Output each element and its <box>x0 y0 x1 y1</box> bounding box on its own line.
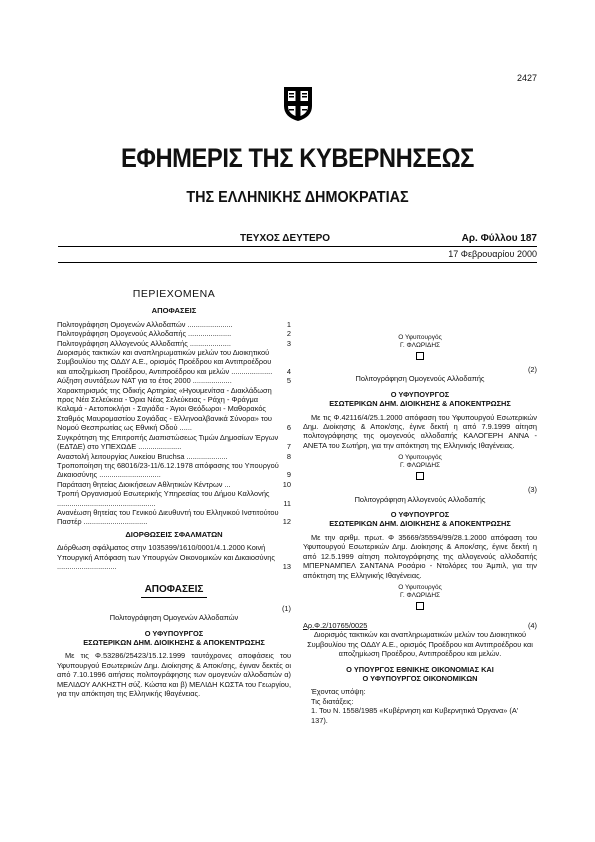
toc-item[interactable]: Αύξηση συντάξεων ΝΑΤ για το έτος 2000 ................... 5 <box>57 376 291 386</box>
gazette-subtitle: ΤΗΣ ΕΛΛΗΝΙΚΗΣ ΔΗΜΟΚΡΑΤΙΑΣ <box>186 189 409 206</box>
decision-number: (3) <box>527 485 537 495</box>
decision-body: Με τις Φ.53286/25423/15.12.1999 ταυτόχρονες αποφάσεις του Υφυπουργού Εσωτερικών Δημ. Διοίκησης & Αποκ/σης, έγιναν δεκτές οι από 7.10.1996 αιτήσεις πολιτογράφησης των ομογενών αλλοδαπών α) ΜΕΛΙΔΟΥ ΑΛΚΗΣΤΗ σύζ. Κώστα και β) ΜΕΛΙΔΗ ΚΩΣΤΑ του Γεωργίου, για την απόκτηση της Ελληνικής Ιθαγένειας. <box>57 651 291 699</box>
toc-item[interactable]: Διορισμός τακτικών και αναπληρωματικών μελών του Διοικητικού Συμβουλίου της ΟΔΔΥ Α.Ε., ορισμός Προέδρου και Αντιπροέδρου και αποζημίωση Προέδρου, Αντιπροέδρου και μελών .................... 4 <box>57 348 291 376</box>
signature-role: Ο Υφυπουργός <box>398 583 442 591</box>
decision-topic: Διορισμός τακτικών και αναπληρωματικών μελών του Διοικητικού Συμβουλίου της ΟΔΔΥ Α.Ε., ορισμός Προέδρου και Αντιπροέδρου και αποζημίωση Προέδρου, Αντιπροέδρου και μελών. <box>307 630 533 659</box>
issue-date: 17 Φεβρουαρίου 2000 <box>448 249 537 259</box>
ministry-name: ΕΣΩΤΕΡΙΚΩΝ ΔΗΜ. ΔΙΟΙΚΗΣΗΣ & ΑΠΟΚΕΝΤΡΩΣΗΣ <box>83 638 265 647</box>
minister-title: Ο ΥΦΥΠΟΥΡΓΟΣ <box>144 628 204 638</box>
minister-title: Ο ΥΦΥΠΟΥΡΓΟΣ <box>390 510 450 520</box>
gazette-title: ΕΦΗΜΕΡΙΣ ΤΗΣ ΚΥΒΕΡΝΗΣΕΩΣ <box>120 143 475 173</box>
preamble-line: Έχοντας υπόψη: <box>311 687 366 697</box>
preamble-line: Τις διατάξεις: <box>311 696 354 706</box>
decision-body: Με την αριθμ. πρωτ. Φ 35669/35594/99/28.1.2000 απόφαση του Υφυπουργού Εσωτερικών Δημ. Διοίκησης & Αποκ/σης, έγινε δεκτή η από 12.5.1999 αίτηση πολιτογράφησης της αλλογενούς αλλοδαπής ΜΠΕΡΝΑΜΠΕΛ ΣΑΝΤΑΝΑ Ροσάριο - Ντολόρες του Άμπιλ, για την απόκτηση της Ελληνικής Ιθαγένειας. <box>303 532 537 580</box>
signature-block <box>303 454 537 483</box>
decision-topic: Πολιτογράφηση Ομογενών Αλλοδαπών <box>109 613 239 623</box>
issue-series: ΤΕΥΧΟΣ ΔΕΥΤΕΡΟ <box>240 233 331 244</box>
header-rule-bottom <box>58 262 537 263</box>
toc-item[interactable]: Πολιτογράφηση Ομογενών Αλλοδαπών ...................... 1 <box>57 319 291 329</box>
signature-block <box>303 584 537 613</box>
toc-item[interactable]: Παράταση θητείας Διοικήσεων Αθλητικών Κέντρων ... 10 <box>57 479 291 489</box>
decision-topic: Πολιτογράφηση Ομογενούς Αλλοδαπής <box>355 374 485 384</box>
toc-item[interactable]: Πολιτογράφηση Αλλογενούς Αλλοδαπής .................... 3 <box>57 338 291 348</box>
signature-name: Γ. ΦΛΩΡΙΔΗΣ <box>399 342 441 349</box>
signature-role: Ο Υφυπουργός <box>398 454 442 462</box>
signature-name: Γ. ΦΛΩΡΙΔΗΣ <box>399 591 441 599</box>
right-column <box>303 290 537 725</box>
toc-item[interactable]: Αναστολή λειτουργίας Λυκείου Bruchsa .................... 8 <box>57 451 291 461</box>
toc-heading: ΠΕΡΙΕΧΟΜΕΝΑ <box>132 288 216 300</box>
toc-item[interactable]: Ανανέωση θητείας του Γενικού Διευθυντή του Ελληνικού Ινστιτούτου Παστέρ ............................... 12 <box>57 507 291 527</box>
decision-reference: Αρ.Φ.2/10765/0025 <box>303 620 368 630</box>
minister-title: Ο ΥΦΥΠΟΥΡΓΟΣ ΟΙΚΟΝΟΜΙΚΩΝ <box>362 673 478 683</box>
decision-topic: Πολιτογράφηση Αλλογενούς Αλλοδαπής <box>354 494 486 504</box>
decision-number: (1) <box>281 603 291 613</box>
decision-header <box>303 621 537 630</box>
page-number: 2427 <box>516 73 537 83</box>
ministry-name: ΕΣΩΤΕΡΙΚΩΝ ΔΗΜ. ΔΙΟΙΚΗΣΗΣ & ΑΠΟΚΕΝΤΡΩΣΗΣ <box>329 519 511 529</box>
sheet-number: Αρ. Φύλλου 187 <box>461 233 537 244</box>
decisions-heading: ΑΠΟΦΑΣΕΙΣ <box>141 585 207 597</box>
toc-list <box>57 320 291 527</box>
preamble-line: 1. Του Ν. 1558/1985 «Κυβέρνηση και Κυβερνητικά Όργανα» (Α' 137). <box>311 706 519 725</box>
left-column <box>57 290 291 698</box>
toc-item[interactable]: Διόρθωση σφάλματος στην 1035399/1610/0001/4.1.2000 Κοινή Υπουργική Απόφαση των Υπουργών Οικονομικών και Δικαιοσύνης ............................. 13 <box>57 543 291 571</box>
toc-item[interactable]: Τροπή Οργανισμού Εσωτερικής Υπηρεσίας του Δήμου Καλλονής ................................................ 11 <box>57 489 291 508</box>
minister-title: Ο ΥΦΥΠΟΥΡΓΟΣ <box>390 389 450 399</box>
toc-item[interactable]: Χαρακτηρισμός της Οδικής Αρτηρίας «Ηγουμενίτσα - Διακλάδωση προς Νέα Σελεύκεια - Όρια Νέας Σελεύκειας - Ράχη - Φράγμα Καλαμά - Αετοποκλήσι - Σαγιάδα - Άγιοι Θεόδωροι - Μαθορακός Σταθμός Μαυρομαστίου Σογιάδας - Ελληνοαλβανικά Σύνορα» του Νομού Θεσπρωτίας ως Εθνική Οδού ...... 6 <box>57 385 291 433</box>
coat-of-arms-icon <box>279 84 317 122</box>
signature-role: Ο Υφυπουργός <box>398 334 442 341</box>
header-rule <box>58 246 537 247</box>
toc-section-decisions: ΑΠΟΦΑΣΕΙΣ <box>151 306 197 316</box>
signature-block <box>303 334 537 363</box>
minister-title: Ο ΥΠΟΥΡΓΟΣ ΕΘΝΙΚΗΣ ΟΙΚΟΝΟΜΙΑΣ ΚΑΙ <box>346 664 494 674</box>
end-marker-icon <box>416 352 424 360</box>
end-marker-icon <box>416 602 424 610</box>
end-marker-icon <box>416 472 424 480</box>
toc-item[interactable]: Τροποποίηση της 68016/23-11/6.12.1978 απόφασης του Υπουργού Δικαιοσύνης .............................. 9 <box>57 460 291 480</box>
signature-name: Γ. ΦΛΩΡΙΔΗΣ <box>399 462 441 470</box>
toc-item[interactable]: Πολιτογράφηση Ομογενούς Αλλοδαπής ..................... 2 <box>57 329 291 339</box>
toc-section-corrections: ΔΙΟΡΘΩΣΕΙΣ ΣΦΑΛΜΑΤΩΝ <box>125 529 223 539</box>
decision-number: (2) <box>527 365 537 374</box>
toc-item[interactable]: Συγκρότηση της Επιτροπής Διαπιστώσεως Τιμών Δημοσίων Έργων (ΕΔΤΔΕ) στο ΥΠΕΧΩΔΕ ..................... 7 <box>57 432 291 452</box>
decision-number: (4) <box>527 620 537 630</box>
decision-body: Με τις Φ.42116/4/25.1.2000 απόφαση του Υφυπουργού Εσωτερικών Δημ. Διοίκησης & Αποκ/σης, έγινε δεκτή η από 7.9.1999 αίτηση πολιτογράφησης της ομογενούς αλλοδαπής ΚΑΛΟΓΕΡΗ ΑΝΝΑ - ΑΝΕΤΑ του Σωτήρη, για την απόκτηση της Ελληνικής Ιθαγένειας. <box>303 412 537 450</box>
ministry-name: ΕΣΩΤΕΡΙΚΩΝ ΔΗΜ. ΔΙΟΙΚΗΣΗΣ & ΑΠΟΚΕΝΤΡΩΣΗΣ <box>329 399 511 409</box>
